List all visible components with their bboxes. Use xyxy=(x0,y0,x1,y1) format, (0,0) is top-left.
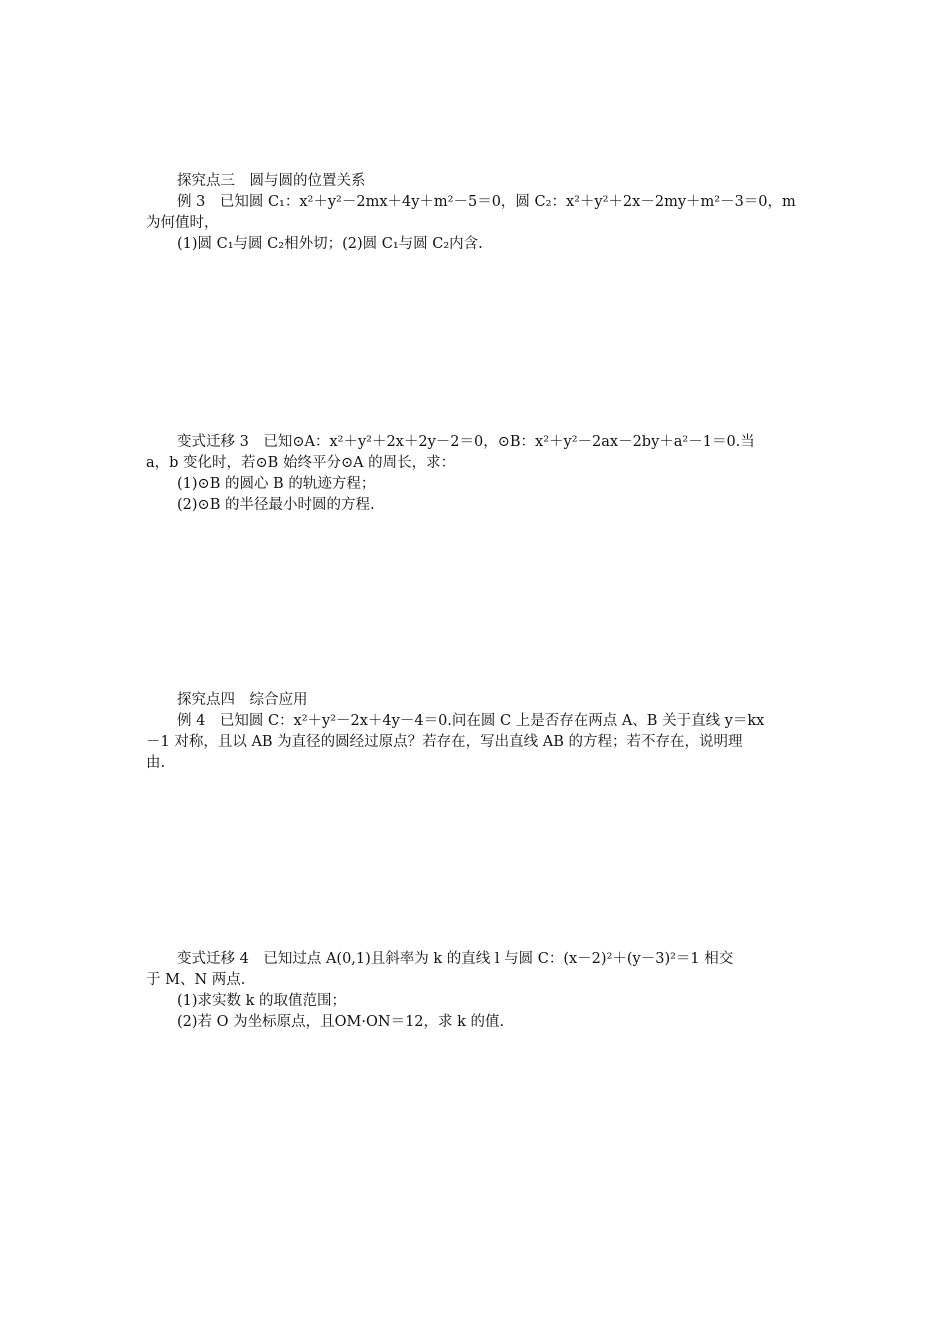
variant-3-question-2: (2)⊙B 的半径最小时圆的方程. xyxy=(177,497,375,513)
section-heading: 探究点四 综合应用 xyxy=(177,692,308,708)
variant-3-question-1: (1)⊙B 的圆心 B 的轨迹方程； xyxy=(177,476,376,492)
example-3-statement-cont: 为何值时， xyxy=(146,215,219,231)
example-3-statement: 例 3 已知圆 C₁：x²＋y²－2mx＋4y＋m²－5＝0，圆 C₂：x²＋y²＋2x－2my＋m²－3＝0，m xyxy=(177,194,796,210)
example-3-questions: (1)圆 C₁与圆 C₂相外切；(2)圆 C₁与圆 C₂内含. xyxy=(177,236,483,252)
variant-4-question-2: (2)若 O 为坐标原点，且OM·ON＝12，求 k 的值. xyxy=(177,1014,505,1030)
variant-4-statement-cont: 于 M、N 两点. xyxy=(146,972,246,988)
variant-4-statement: 变式迁移 4 已知过点 A(0,1)且斜率为 k 的直线 l 与圆 C：(x－2)²＋(y－3)²＝1 相交 xyxy=(177,951,734,967)
variant-4-question-1: (1)求实数 k 的取值范围； xyxy=(177,993,347,1009)
variant-3-statement: 变式迁移 3 已知⊙A：x²＋y²＋2x＋2y－2＝0，⊙B：x²＋y²－2ax－2by＋a²－1＝0.当 xyxy=(177,434,755,450)
example-4-statement-end: 由. xyxy=(146,755,166,771)
section-heading: 探究点三 圆与圆的位置关系 xyxy=(177,173,366,189)
example-4-statement-cont: －1 对称，且以 AB 为直径的圆经过原点？若存在，写出直线 AB 的方程；若不存在，说明理 xyxy=(146,734,743,750)
variant-3-statement-cont: a，b 变化时，若⊙B 始终平分⊙A 的周长，求： xyxy=(146,455,456,471)
example-4-statement: 例 4 已知圆 C：x²＋y²－2x＋4y－4＝0.问在圆 C 上是否存在两点 A、B 关于直线 y＝kx xyxy=(177,713,765,729)
